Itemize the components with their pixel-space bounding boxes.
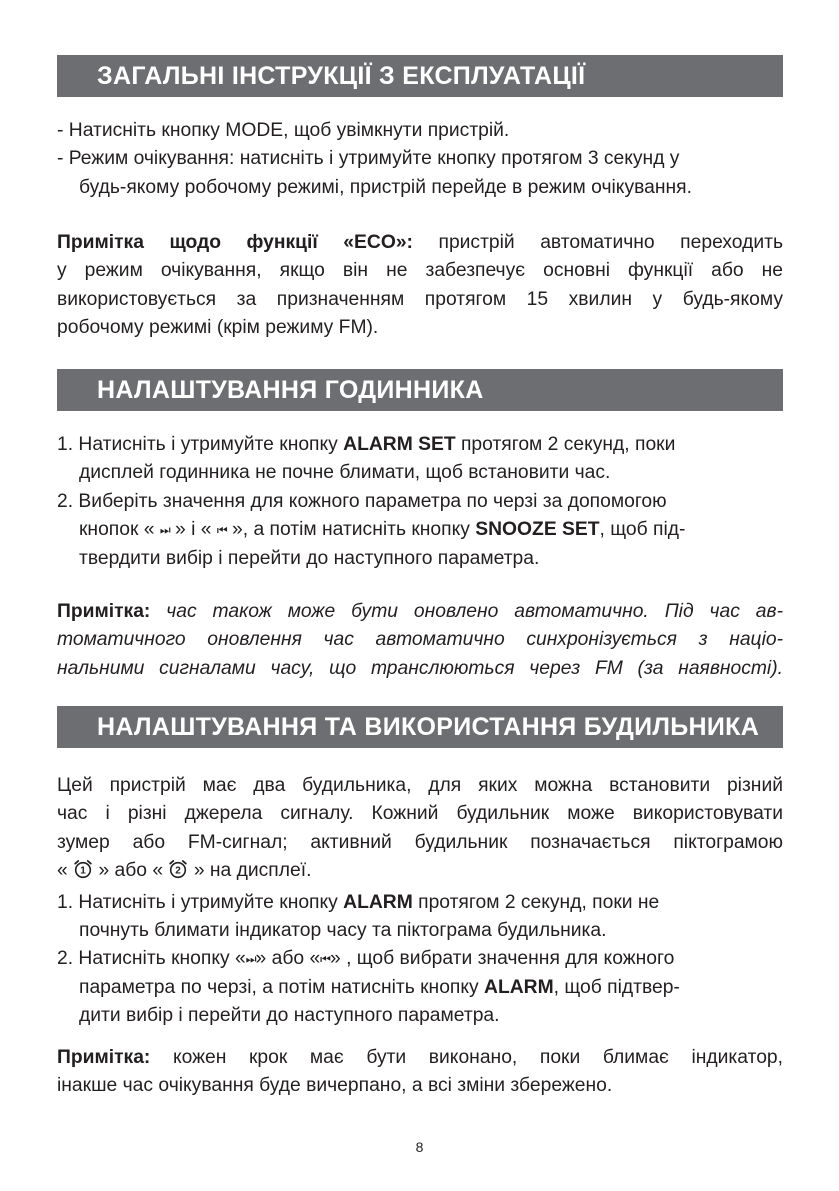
clock-step-2-cont: твердити вибір і перейти до наступного параметра. <box>79 547 540 569</box>
instruction-item-mode: - Натисніть кнопку MODE, щоб увімкнути пристрій. <box>57 120 510 141</box>
alarm-step-2-cont: параметра по черзі, а потім натисніть кнопку ALARM, щоб підтвер- <box>79 976 680 998</box>
clock-step-2: 2. Виберіть значення для кожного параметра по черзі за допомогою <box>57 490 667 512</box>
instruction-item-standby: - Режим очікування: натисніть і утримуйте кнопку протягом 3 секунд у <box>57 148 680 170</box>
clock-note-line: томатичного оновлення час автоматично синхронізується з націо- <box>57 629 783 651</box>
alarm-note-line: Примітка: кожен крок має бути виконано, поки блимає індикатор, <box>57 1047 784 1068</box>
clock-note-line: нальними сигналами часу, що транслюються через FM (за наявності). <box>57 657 783 679</box>
alarm-1-number: 1 <box>80 865 86 877</box>
instruction-item-standby-cont: будь-якому робочому режимі, пристрій перейде в режим очікування. <box>79 176 692 198</box>
clock-note-line: Примітка: час також може бути оновлено автоматично. Під час ав- <box>57 601 783 622</box>
alarm-intro-line: Цей пристрій має два будильника, для яких можна встановити різний <box>57 775 783 796</box>
page-number: 8 <box>415 1139 424 1155</box>
alarm-note-line: інакше час очікування буде вичерпано, а всі зміни збережено. <box>57 1075 613 1097</box>
alarm-step-1: 1. Натисніть і утримуйте кнопку ALARM протягом 2 секунд, поки не <box>57 891 660 913</box>
alarm-intro-line: зумер або FM-сигнал; активний будильник позначається піктограмою <box>57 831 783 853</box>
clock-step-1-cont: дисплей годинника не почне блимати, щоб встановити час. <box>79 462 611 484</box>
clock-note <box>57 598 783 683</box>
next-track-icon: ⏭ <box>245 952 256 967</box>
previous-track-icon: ⏮ <box>320 952 330 967</box>
clock-setup-steps <box>57 431 783 573</box>
eco-note-text: пристрій автоматично переходить <box>438 232 783 253</box>
alarm-step-2-cont: дити вибір і перейти до наступного параметра. <box>79 1005 500 1027</box>
alarm-step-2: 2. Натисніть кнопку «⏭» або «⏮» , щоб вибрати значення для кожного <box>57 948 675 970</box>
snooze-set-button-label: SNOOZE SET <box>475 519 600 541</box>
section-heading-clock: НАЛАШТУВАННЯ ГОДИННИКА <box>57 369 783 411</box>
alarm-2-number: 2 <box>175 865 182 877</box>
section-heading-alarm: НАЛАШТУВАННЯ ТА ВИКОРИСТАННЯ БУДИЛЬНИКА <box>57 706 783 748</box>
alarm-button-label: ALARM <box>484 976 554 998</box>
alarm-1-icon <box>73 859 93 888</box>
eco-note-line: у режим очікування, якщо він не забезпечує основні функції або не <box>57 260 783 282</box>
eco-note <box>57 229 783 343</box>
alarm-note-label: Примітка: <box>57 1047 151 1068</box>
general-instructions-list <box>57 117 783 202</box>
next-track-icon: ⏭ <box>159 523 170 538</box>
alarm-2-icon <box>168 859 188 888</box>
section-heading-general: ЗАГАЛЬНІ ІНСТРУКЦІЇ З ЕКСПЛУАТАЦІЇ <box>57 55 783 97</box>
clock-step-1: 1. Натисніть і утримуйте кнопку ALARM SET протягом 2 секунд, поки <box>57 434 676 455</box>
eco-note-line: використовується за призначенням протягом 15 хвилин у будь-якому <box>57 288 783 310</box>
alarm-set-button-label: ALARM SET <box>343 434 456 455</box>
previous-track-icon: ⏮ <box>216 523 227 538</box>
eco-note-line: робочому режимі (крім режиму FM). <box>57 317 379 339</box>
clock-step-2-cont: кнопок « ⏭ » і « ⏮ », а потім натисніть кнопку SNOOZE SET, щоб під- <box>79 519 686 541</box>
alarm-note <box>57 1044 783 1101</box>
alarm-intro-line: час і різні джерела сигналу. Кожний будильник може використовувати <box>57 803 783 825</box>
alarm-intro-line-icons: « 1 » або « 2 » на дисплеї. <box>57 857 783 888</box>
alarm-section-body <box>57 772 783 1031</box>
alarm-step-1-cont: почнуть блимати індикатор часу та піктограма будильника. <box>79 920 607 942</box>
clock-note-label: Примітка: <box>57 601 151 622</box>
eco-note-line <box>57 229 783 257</box>
alarm-button-label: ALARM <box>343 891 413 913</box>
eco-note-label: Примітка щодо функції «ECO»: <box>57 232 413 253</box>
